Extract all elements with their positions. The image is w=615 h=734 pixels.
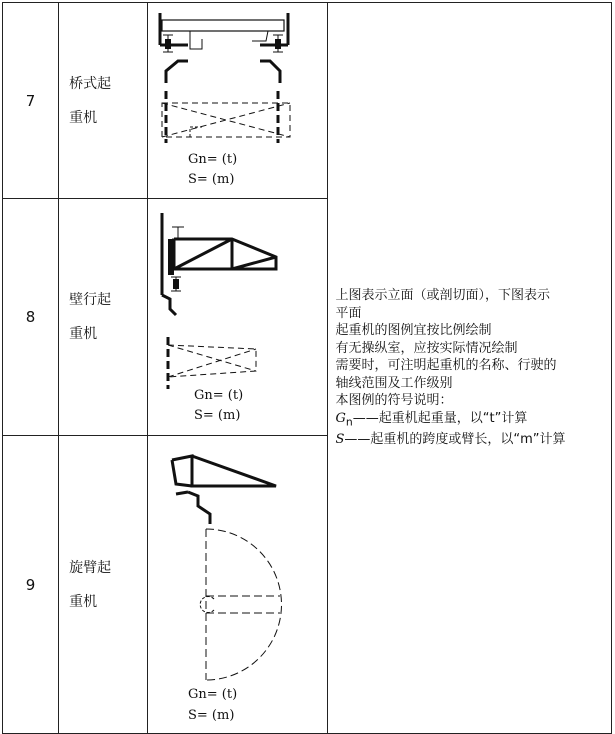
table-row [3, 3, 612, 199]
bridge-crane-symbol [148, 3, 326, 198]
row-name [59, 436, 148, 734]
name-line: 重机 [69, 326, 98, 342]
row-name [59, 199, 148, 436]
symbol-cell [148, 436, 327, 734]
gn-symbol-note [336, 410, 606, 431]
s-label: S= (m) [194, 408, 241, 423]
jib-crane-symbol [148, 436, 326, 733]
wall-crane-symbol [148, 199, 326, 435]
gn-subscript: n [345, 415, 353, 429]
description-line: 本图例的符号说明： [335, 393, 453, 409]
row-number: 8 [3, 199, 59, 436]
name-line: 旋臂起 [69, 559, 112, 576]
name-line: 重机 [69, 109, 98, 126]
symbol-cell [148, 3, 327, 199]
description-cell [327, 3, 612, 734]
s-label: S= (m) [188, 708, 235, 723]
symbol-cell [148, 199, 327, 436]
gn-label: Gn= (t) [194, 388, 244, 403]
description-line: 需要时，可注明起重机的名称、行驶的 [335, 358, 557, 374]
name-line: 壁行起 [69, 292, 112, 308]
description-line: 有无操纵室，应按实际情况绘制 [335, 340, 518, 356]
description-line: 上图表示立面（或剖切面），下图表示 [335, 288, 551, 304]
row-number: 7 [3, 3, 59, 199]
gn-note-text: ——起重机起重量，以“t”计算 [352, 410, 528, 426]
description-line: 平面 [335, 305, 362, 321]
s-symbol-note [336, 431, 606, 449]
s-note-text: ——起重机的跨度或臂长，以“m”计算 [344, 432, 566, 448]
row-number: 9 [3, 436, 59, 734]
description-line: 起重机的图例宜按比例绘制 [335, 323, 492, 339]
crane-legend-table [2, 2, 612, 734]
gn-symbol: G [335, 410, 346, 426]
name-line: 桥式起 [69, 75, 112, 92]
gn-label: Gn= (t) [188, 687, 238, 702]
description-line: 轴线范围及工作级别 [335, 375, 453, 391]
name-line: 重机 [69, 593, 98, 610]
s-label: S= (m) [188, 172, 235, 187]
row-name [59, 3, 148, 199]
gn-label: Gn= (t) [188, 152, 238, 167]
s-symbol: S [335, 432, 345, 448]
